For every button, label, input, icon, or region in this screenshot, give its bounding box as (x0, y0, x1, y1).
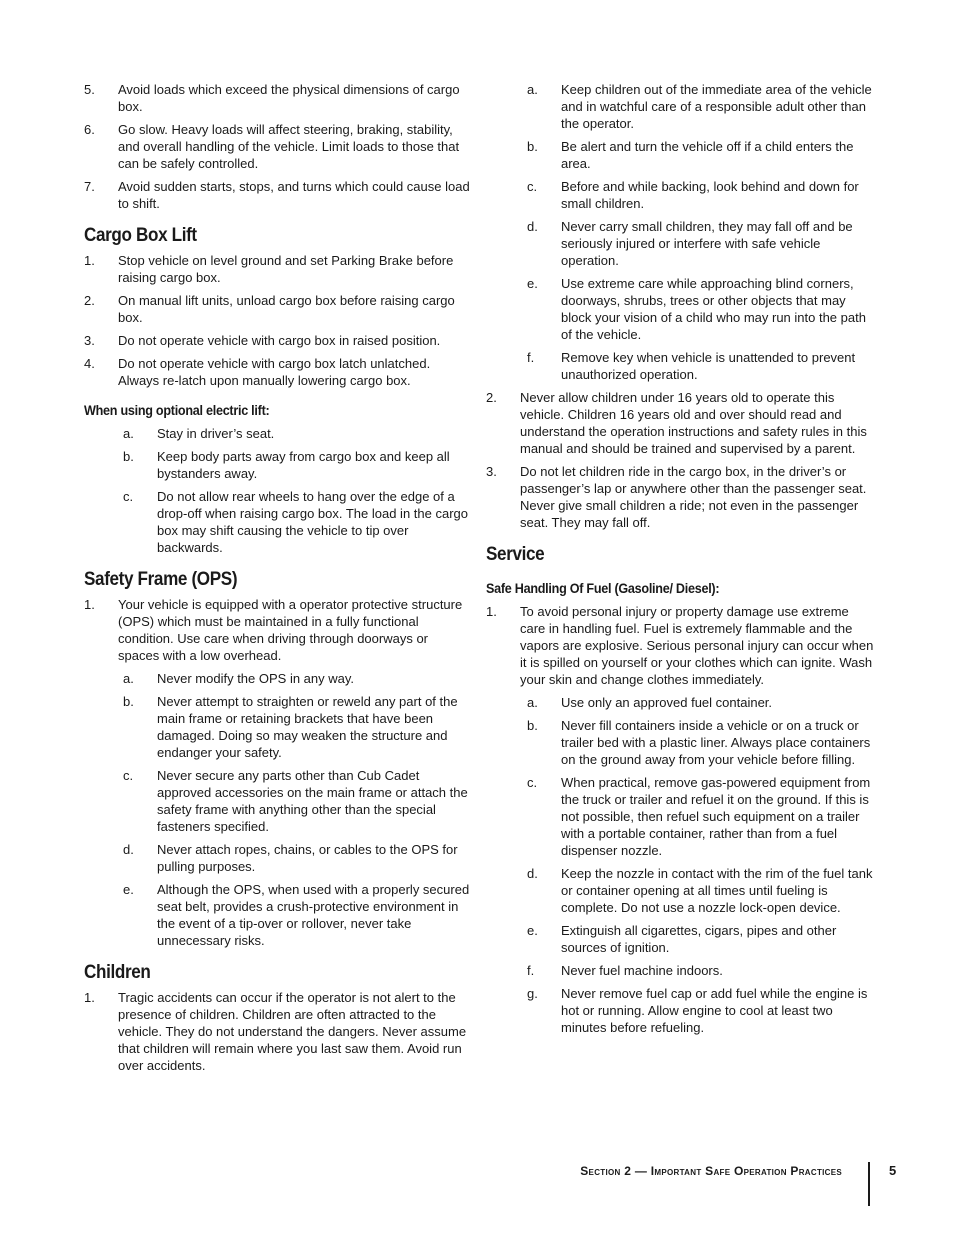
footer-divider (868, 1162, 870, 1206)
item-letter: c. (527, 179, 538, 194)
item-text: Stay in driver’s seat. (157, 426, 275, 441)
page-number: 5 (889, 1163, 897, 1178)
item-text: Never carry small children, they may fall off and be seriously injured or interfere with safe vehicle operation. (561, 219, 853, 268)
sub-list-item (527, 865, 874, 916)
item-letter: b. (123, 694, 134, 709)
item-text: When practical, remove gas-powered equipment from the truck or trailer and refuel it on the ground. If this is not possible, then refuel such equipment on a trailer with a portable container, rather than from a fuel dispenser nozzle. (561, 775, 871, 858)
list-item (84, 178, 472, 212)
item-text: Go slow. Heavy loads will affect steering, braking, stability, and overall handling of the vehicle. Limit loads to those that can be safely controlled. (118, 122, 460, 171)
item-text: Never modify the OPS in any way. (157, 671, 355, 686)
list-item (84, 252, 472, 286)
item-text: On manual lift units, unload cargo box before raising cargo box. (118, 293, 455, 325)
sub-list-item (527, 922, 874, 956)
item-letter: c. (123, 489, 134, 504)
item-letter: e. (527, 923, 538, 938)
item-number: 7. (84, 179, 95, 194)
item-letter: d. (527, 219, 538, 234)
cargo-box-lift-heading: Cargo Box Lift (84, 225, 197, 246)
item-letter: c. (527, 775, 538, 790)
sub-list-item (123, 841, 472, 875)
list-item (84, 121, 472, 172)
sub-list-item (527, 349, 874, 383)
item-text: Tragic accidents can occur if the operator is not alert to the presence of children. Children are often attracted to the vehicle. They do not understand the dangers. Never assume that children will remain where you last saw them. Avoid run over accidents. (118, 990, 467, 1073)
item-text: Before and while backing, look behind and down for small children. (561, 179, 859, 211)
item-text: To avoid personal injury or property damage use extreme care in handling fuel. Fuel is extremely flammable and the vapors are explosive. Serious personal injury can occur when it is spilled on yourself or your clothes which can ignite. Wash your skin and change clothes immediately. (520, 604, 874, 687)
safety-frame-heading: Safety Frame (OPS) (84, 569, 238, 590)
item-text: Do not operate vehicle with cargo box in raised position. (118, 333, 441, 348)
sub-list-item (527, 985, 874, 1036)
sub-list-item (123, 448, 472, 482)
item-text: Never fill containers inside a vehicle or on a truck or trailer bed with a plastic liner. Always place containers on the ground away from your vehicle before filling. (561, 718, 871, 767)
item-text: Keep body parts away from cargo box and keep all bystanders away. (157, 449, 450, 481)
item-text: Avoid loads which exceed the physical dimensions of cargo box. (118, 82, 460, 114)
item-text: Extinguish all cigarettes, cigars, pipes and other sources of ignition. (561, 923, 837, 955)
item-letter: a. (123, 671, 134, 686)
list-item (486, 389, 874, 457)
item-letter: f. (527, 350, 535, 365)
electric-lift-subheading: When using optional electric lift: (84, 402, 270, 418)
sub-list-item (123, 767, 472, 835)
item-text: Never secure any parts other than Cub Cadet approved accessories on the main frame or attach the safety frame with anything other than the special fasteners specified. (157, 768, 468, 834)
list-item (84, 355, 472, 389)
item-number: 6. (84, 122, 95, 137)
left-column (84, 81, 472, 1080)
sub-list-item (527, 218, 874, 269)
item-text: Be alert and turn the vehicle off if a child enters the area. (561, 139, 854, 171)
item-number: 1. (84, 990, 95, 1005)
item-text: Use only an approved fuel container. (561, 695, 773, 710)
right-column (486, 81, 874, 1042)
sub-list-item (123, 881, 472, 949)
item-text: Do not allow rear wheels to hang over the edge of a drop-off when raising cargo box. The load in the cargo box may shift causing the vehicle to tip over backwards. (157, 489, 468, 555)
item-text: Never remove fuel cap or add fuel while the engine is hot or running. Allow engine to cool at least two minutes before refueling. (561, 986, 868, 1035)
item-text: Do not operate vehicle with cargo box latch unlatched. Always re-latch upon manually lowering cargo box. (118, 356, 431, 388)
item-letter: c. (123, 768, 134, 783)
item-letter: b. (123, 449, 134, 464)
item-text: Never attach ropes, chains, or cables to the OPS for pulling purposes. (157, 842, 458, 874)
fuel-handling-subheading: Safe Handling Of Fuel (Gasoline/ Diesel): (486, 580, 720, 596)
item-letter: g. (527, 986, 538, 1001)
sub-list-item (123, 425, 472, 442)
sub-list-item (527, 138, 874, 172)
list-item (486, 603, 874, 688)
item-letter: e. (123, 882, 134, 897)
item-text: Keep the nozzle in contact with the rim of the fuel tank or container opening at all times until fueling is complete. Do not use a nozzle lock-open device. (561, 866, 873, 915)
item-letter: d. (123, 842, 134, 857)
item-text: Never attempt to straighten or reweld any part of the main frame or retaining brackets that have been damaged. Doing so may weaken the structure and endanger your safety. (157, 694, 458, 760)
sub-list-item (527, 694, 874, 711)
sub-list-item (123, 693, 472, 761)
item-text: Avoid sudden starts, stops, and turns which could cause load to shift. (118, 179, 470, 211)
item-number: 1. (84, 597, 95, 612)
sub-list-item (527, 962, 874, 979)
item-letter: f. (527, 963, 535, 978)
item-text: Never fuel machine indoors. (561, 963, 723, 978)
list-item (84, 292, 472, 326)
item-letter: b. (527, 718, 538, 733)
item-number: 4. (84, 356, 95, 371)
list-item (84, 81, 472, 115)
list-item (486, 463, 874, 531)
item-number: 1. (84, 253, 95, 268)
item-letter: b. (527, 139, 538, 154)
children-heading: Children (84, 962, 151, 983)
item-number: 2. (84, 293, 95, 308)
item-text: Use extreme care while approaching blind corners, doorways, shrubs, trees or other objects that may block your vision of a child who may run into the path of the vehicle. (561, 276, 866, 342)
list-item (84, 989, 472, 1074)
item-text: Keep children out of the immediate area of the vehicle and in watchful care of a responsible adult other than the operator. (561, 82, 872, 131)
item-number: 3. (84, 333, 95, 348)
sub-list-item (123, 670, 472, 687)
item-number: 2. (486, 390, 497, 405)
item-text: Remove key when vehicle is unattended to prevent unauthorized operation. (561, 350, 856, 382)
item-letter: a. (527, 82, 538, 97)
item-number: 1. (486, 604, 497, 619)
item-text: Never allow children under 16 years old to operate this vehicle. Children 16 years old and over should read and understand the operation instructions and safety rules in this manual and should be trained and supervised by a parent. (520, 390, 867, 456)
service-heading: Service (486, 544, 545, 565)
list-item (84, 596, 472, 664)
item-number: 3. (486, 464, 497, 479)
sub-list-item (123, 488, 472, 556)
item-letter: a. (123, 426, 134, 441)
sub-list-item (527, 275, 874, 343)
item-text: Do not let children ride in the cargo box, in the driver’s or passenger’s lap or anywhere other than the passenger seat. Never give small children a ride; not even in the passenger seat. They may fall off. (520, 464, 867, 530)
list-item (84, 332, 472, 349)
item-text: Although the OPS, when used with a properly secured seat belt, provides a crush-protective environment in the event of a tip-over or rollover, never take unnecessary risks. (157, 882, 470, 948)
item-text: Your vehicle is equipped with a operator protective structure (OPS) which must be maintained in a fully functional condition. Use care when driving through doorways or spaces with a low overhead. (118, 597, 463, 663)
sub-list-item (527, 81, 874, 132)
item-letter: a. (527, 695, 538, 710)
footer-section-title: Section 2 — Important Safe Operation Practices (580, 1164, 842, 1178)
item-text: Stop vehicle on level ground and set Parking Brake before raising cargo box. (118, 253, 454, 285)
sub-list-item (527, 774, 874, 859)
item-letter: d. (527, 866, 538, 881)
item-letter: e. (527, 276, 538, 291)
item-number: 5. (84, 82, 95, 97)
sub-list-item (527, 717, 874, 768)
sub-list-item (527, 178, 874, 212)
